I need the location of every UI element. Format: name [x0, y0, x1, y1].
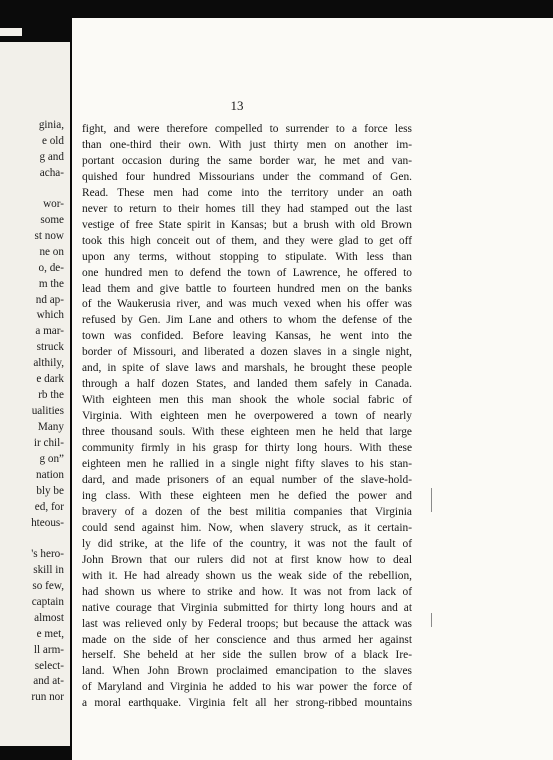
text-line: Read. These men had come into the territory under an oath	[82, 186, 412, 199]
left-text-fragment: almost	[34, 611, 64, 624]
text-line: native courage that Virginia submitted for thirty long hours and at	[82, 601, 412, 614]
left-text-fragment: bly be	[36, 484, 64, 497]
left-text-fragment: ll arm-	[33, 643, 64, 656]
left-text-fragment: ualities	[31, 405, 64, 418]
left-text-fragment: wor-	[43, 197, 64, 210]
left-text-fragment: and at-	[33, 675, 64, 688]
left-text-fragment: ir chil-	[33, 437, 64, 450]
text-line: of the Waukerusia river, and was much vexed when his offer was	[82, 298, 412, 311]
text-line: with it. He had already shown us the weak side of the rebellion,	[82, 569, 412, 582]
left-text-fragment: nation	[36, 469, 64, 482]
left-text-fragment: skill in	[33, 563, 64, 576]
left-text-fragment: ginia,	[38, 119, 64, 131]
left-text-fragment: rb the	[38, 389, 64, 402]
left-text-fragment: st now	[34, 229, 64, 242]
left-text-fragment: 's hero-	[31, 547, 64, 560]
left-text-fragment: althily,	[33, 357, 64, 370]
left-text-fragment: some	[40, 213, 64, 226]
left-text-fragment: ne on	[39, 245, 64, 258]
text-line: never to return to their homes till they had stamped out the last	[82, 202, 412, 215]
text-line: vestige of free State spirit in Kansas; but a brush with old Brown	[82, 218, 412, 231]
text-line: and, in spite of slave laws and marshals, he brought these people	[82, 362, 412, 375]
text-line: last was relieved only by Federal troops; but because the attack was	[82, 617, 412, 630]
text-line: one hundred men to defend the town of Lawrence, he offered to	[82, 266, 412, 279]
text-line: refused by Gen. Jim Lane and others to whom the defense of the	[82, 314, 412, 327]
left-text-fragment: hteous-	[31, 516, 64, 529]
text-line: portant occasion during the same border war, he met and van-	[82, 154, 412, 167]
left-text-fragment: g and	[39, 150, 64, 163]
text-line: fight, and were therefore compelled to surrender to a force less	[82, 123, 412, 135]
text-line: With eighteen men this man shook the whole social fabric of	[82, 394, 412, 407]
left-text-fragment: which	[36, 309, 64, 322]
text-line: community firmly in his grasp for thirty long hours. With these	[82, 442, 412, 455]
text-line: herself. She beheld at her side the sullen brow of a black Ire-	[82, 649, 412, 662]
left-page-margin	[0, 42, 70, 746]
left-text-fragment: ed, for	[34, 500, 64, 513]
text-line: lead them and give battle to fourteen hundred men on the banks	[82, 282, 412, 295]
text-line: ing class. With these eighteen men he defied the power and	[82, 489, 412, 502]
left-text-fragment: run nor	[31, 691, 64, 704]
page-body-text	[82, 122, 412, 712]
text-line: than one-third their own. With just thirty men on another im-	[82, 138, 412, 151]
text-line: ly did strike, at the life of the country, it was not the fault of	[82, 537, 412, 550]
left-text-fragment: acha-	[39, 166, 64, 179]
text-line: John Brown that our rulers did not at first know how to deal	[82, 553, 412, 566]
left-text-fragment: captain	[31, 595, 64, 608]
left-page-text	[31, 118, 64, 706]
text-line: could send against him. Now, when slavery struck, as it certain-	[82, 521, 412, 534]
text-line: Virginia. With eighteen men he overpowered a town of nearly	[82, 410, 412, 423]
text-line: dard, and made prisoners of an equal number of the slave-hold-	[82, 473, 412, 486]
text-line: had shown us where to strike and how. It was not from lack of	[82, 585, 412, 598]
scan-edge-mark	[431, 488, 432, 512]
text-line: three thousand souls. With these eighteen men he held that large	[82, 426, 412, 439]
paragraph-gap	[31, 182, 64, 197]
left-text-fragment: Many	[37, 421, 64, 434]
paragraph-gap	[31, 532, 64, 547]
text-line: eighteen men he rallied in a single night fifty slaves to his stan-	[82, 458, 412, 471]
text-line: upon any terms, without stopping to stipulate. With less than	[82, 250, 412, 263]
left-text-fragment: e old	[41, 134, 64, 147]
scan-edge-mark	[431, 613, 432, 627]
left-text-fragment: e dark	[36, 373, 64, 386]
text-line: land. When John Brown proclaimed emancipation to the slaves	[82, 665, 412, 678]
text-line: took this high conceit out of them, and they were glad to get off	[82, 234, 412, 247]
left-page-corner	[0, 28, 22, 36]
page-number: 13	[230, 98, 244, 113]
left-text-fragment: nd ap-	[35, 293, 64, 306]
text-line: bravery of a dozen of the best militia companies that Virginia	[82, 505, 412, 518]
left-text-fragment: select-	[34, 659, 64, 672]
text-line: through a half dozen States, and landed them safely in Canada.	[82, 378, 412, 391]
left-text-fragment: struck	[36, 341, 64, 354]
text-line: quished four hundred Missourians under the command of Gen.	[82, 170, 412, 183]
left-text-fragment: so few,	[32, 579, 64, 592]
left-text-fragment: m the	[38, 277, 64, 290]
text-line: of Maryland and Virginia he added to his war power the force of	[82, 681, 412, 694]
text-line: border of Missouri, and liberated a dozen slaves in a single night,	[82, 346, 412, 359]
left-text-fragment: a mar-	[35, 325, 64, 338]
left-text-fragment: g on”	[39, 453, 64, 466]
left-text-fragment: e met,	[36, 627, 64, 640]
text-line: a moral earthquake. Virginia felt all her strong-ribbed mountains	[82, 697, 412, 710]
text-line: made on the side of her conscience and thus armed her against	[82, 633, 412, 646]
text-line: town was confided. Before leaving Kansas, he went into the	[82, 330, 412, 343]
left-text-fragment: o, de-	[38, 261, 64, 274]
book-page	[72, 18, 553, 760]
